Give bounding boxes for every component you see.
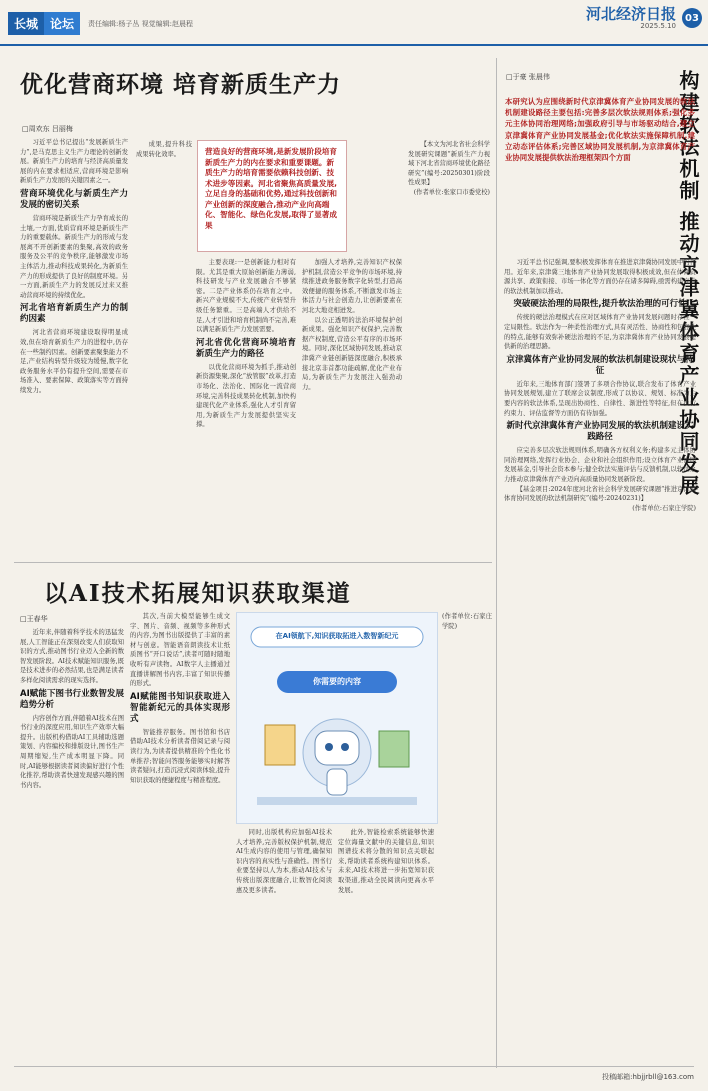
- article2-col1b-para: 内容创作方面,伴随着AI技术在图书行业的深度应用,知识生产效率大幅提升。出版机构借助AI工具辅助选题策划、内容编校和排版设计,图书生产周期缩短,生产成本明显下降。同时,AI能够根据读者阅读偏好进行个性化推荐,帮助读者快速发现感兴趣的图书内容。: [20, 714, 124, 789]
- article3-sub2: 京津冀体育产业协同发展的软法机制建设现状与特征: [506, 354, 694, 376]
- section-tag: 长城: [8, 12, 44, 35]
- article3-note: 【基金项目:2024年度河北省社会科学发展研究课题“推进京津冀体育协同发展的软法机制研究”(编号:20240231)】: [504, 485, 696, 503]
- article2-col4: [338, 828, 434, 1058]
- article1-col3-para: 加强人才培养,完善知识产权保护机制,营造公平竞争的市场环境,持续推进政务服务数字化转型,打造高效便捷的服务体系,不断激发市场主体活力与社会创造力,让创新要素在河北大地竞相迸发。: [302, 259, 402, 314]
- issue-date: 2025.5.10: [640, 22, 676, 30]
- article2-col2: [130, 612, 230, 1058]
- paper-name: 河北经济日报: [585, 5, 676, 23]
- column-divider: [496, 58, 497, 1068]
- article1-callout: [197, 140, 347, 252]
- article3-title: 构建软法机制 推动京津冀体育产业协同发展: [676, 70, 700, 497]
- footer-rule: [14, 1066, 694, 1067]
- ai-illustration-svg: [237, 613, 437, 823]
- article1-col2c-para: 以优化营商环境为抓手,推动创新资源集聚,深化“放管服”改革,打造市场化、法治化、国际化一流营商环境,完善科技成果转化机制,加快构建现代化产业体系,强化人才引育留用,为新质生产力发展提供坚实支撑。: [196, 363, 296, 429]
- article2-sub2: AI赋能图书知识获取进入智能新纪元的具体实现形式: [130, 691, 230, 724]
- editors-line: 责任编辑:杨子丛 视觉编辑:赵晨程: [88, 19, 193, 28]
- article1-col2-para: 成果,提升科技成果转化效率。: [136, 141, 192, 158]
- page-number: 03: [682, 8, 702, 28]
- article3-intro: 习近平总书记强调,要积极发挥体育在推进京津冀协同发展中的作用。近年来,京津冀三地体育产业协同发展取得积极成效,但在体育资源共享、政策衔接、市场一体化等方面仍存在诸多障碍,亟需构建完善的软法机制加以推动。: [504, 259, 696, 295]
- article1-sub1: 营商环境优化与新质生产力发展的密切关系: [20, 188, 128, 210]
- article3-byline: □于豪 张晨伟: [506, 73, 550, 81]
- article3-affiliation: (作者单位:石家庄学院): [632, 504, 696, 512]
- article2-col3-para: 同时,出版机构应加强AI技术人才培养,完善版权保护机制,规范AI生成内容的使用与管理,确保知识内容的真实性与准确性。图书行业要坚持以人为本,推动AI技术与传统出版深度融合,让数智化阅读惠及更多读者。: [236, 829, 332, 894]
- article1-col1-para: 习近平总书记提出“发展新质生产力”,是马克思主义生产力理论的创新发展。新质生产力的培育与经济高质量发展的内在要求相适应,营商环境是影响新质生产力发展的关键因素之一。: [20, 139, 128, 185]
- article3-sub1-text: 传统的硬法治理模式在应对区域体育产业协同发展问题时存在一定局限性。软法作为一种柔性治理方式,具有灵活性、协商性和包容性的特点,能够有效弥补硬法治理的不足,为京津冀体育产业协同发展提供新的治理思路。: [504, 314, 696, 351]
- article2-col5: [442, 612, 492, 1058]
- article1-col2-top: [136, 140, 192, 250]
- article2-col3: [236, 828, 332, 1058]
- footer-email: 投稿邮箱:hbjjrbll@163.com: [602, 1073, 694, 1081]
- article1-byline: □周欢东 吕丽梅: [22, 125, 73, 133]
- article2-col1-para: 近年来,伴随着科学技术的迅猛发展,人工智能正在深刻改变人们获取知识的方式,推动图书行业迈入全新的数智发展阶段。AI技术赋能知识服务,既是技术进步的必然结果,也是满足读者多样化阅读需求的现实选择。: [20, 629, 124, 684]
- article1-col4: [408, 140, 490, 560]
- article2-col4-para: 此外,智能检索系统能够快速定位海量文献中的关键信息,知识图谱技术将分散的知识点关联起来,帮助读者系统构建知识体系。未来,AI技术将进一步拓宽知识获取渠道,推动全民阅读向更高水平发展。: [338, 829, 434, 894]
- article2-col2-para: 其次,当前大模型能够生成文字、图片、音频、视频等多种形式的内容,为图书出版提供了丰富的素材与创意。智能语音朗读技术让纸质图书“开口说话”,读者可随时随地收听有声读物。AI数字人主播通过直播讲解图书内容,丰富了知识传播的形式。: [130, 613, 230, 688]
- article1-col2b-para: 主要表现:一是创新能力相对有限。尤其是重大原始创新能力薄弱,科技研发与产业发展融合不够紧密。二是产业体系仍在培育之中。新兴产业规模不大,传统产业转型升级任务繁重。三是高端人才供给不足,人才引进和培育机制尚不完善,难以满足新质生产力发展需要。: [196, 259, 296, 334]
- article1-col4-para: 以公正透明的法治环境保护创新成果。强化知识产权保护,完善数据产权制度,营造公平有序的市场环境。同时,深化区域协同发展,推动京津冀产业链创新链深度融合,积极承接北京非首都功能疏解,优化产业布局,为新质生产力发展注入强劲动力。: [302, 316, 402, 391]
- article3-sub1: 突破硬法治理的局限性,提升软法治理的可行性: [513, 299, 687, 310]
- article3-sub3: 新时代京津冀体育产业协同发展的软法机制建设实践路径: [506, 421, 694, 443]
- article2-sub1: AI赋能下图书行业数智发展趋势分析: [20, 688, 124, 710]
- article1-sub3: 河北省优化营商环境培育新质生产力的路径: [196, 337, 296, 359]
- article3-body: [504, 258, 696, 1058]
- article1-col1: [20, 138, 128, 558]
- article3-sub3-text: 应完善多层次软法规则体系,明确各方权利义务;构建多元主体协同治理网络,发挥行业协会、企业和社会组织作用;设立体育产业协同发展基金,引导社会资本参与;健全软法实施评估与反馈机制,以软法之力推动京津冀体育产业迈向高质量协同发展新阶段。: [504, 447, 696, 483]
- article1-affiliation: (作者单位:张家口市委党校): [413, 188, 490, 196]
- article2-col1: [20, 628, 124, 1058]
- article1-col2: [196, 258, 296, 558]
- header-left: [8, 12, 193, 35]
- article3-callout: [505, 96, 695, 256]
- column-tag: 论坛: [44, 12, 80, 35]
- article2-title: 以AI技术拓展知识获取渠道: [44, 580, 352, 607]
- illustration-bubble-mid: 你需要的内容: [313, 677, 361, 686]
- header-rule: [0, 44, 708, 46]
- article1-title: 优化营商环境 培育新质生产力: [20, 71, 342, 98]
- article1-sub2: 河北省培育新质生产力的制约因素: [20, 303, 128, 325]
- article2-affiliation: (作者单位:石家庄学院): [442, 613, 492, 630]
- article2-col2b-para: 智能推荐服务。图书馆和书店借助AI技术分析读者借阅记录与阅读行为,为读者提供精准的个性化书单推荐;智能问答服务能够实时解答读者疑问,打造沉浸式阅读体验,提升知识获取的便捷程度与精准程度。: [130, 728, 230, 784]
- illustration-bubble-top: 在AI领航下,知识获取拓进入数智新纪元: [275, 632, 399, 640]
- article1-col1b-para: 营商环境是新质生产力孕育成长的土壤,一方面,优质营商环境是新质生产力的重要载体。新质生产力的形成与发展离不开创新要素的集聚,高效的政务服务及公平的竞争秩序,能够激发市场主体活力,推动科技成果转化,为新质生产力的形成提供了良好的制度环境。另一方面,新质生产力的发展反过来又推动营商环境的持续优化。: [20, 214, 128, 299]
- article1-callout-text: 营造良好的营商环境,是新发展阶段培育新质生产力的内在要求和重要课题。新质生产力的培育需要依赖科技创新、技术进步等因素。河北省聚焦高质量发展,立足自身的基础和优势,通过科技创新和产业创新的深度融合,推动产业向高端化、智能化、绿色化发展,取得了显著成果: [205, 147, 337, 230]
- article-divider: [14, 562, 492, 563]
- article1-note: 【本文为河北省社会科学发展研究课题“新质生产力视域下河北省营商环境优化路径研究”(编号:20250301)阶段性成果】: [408, 141, 490, 187]
- article1-col1c-para: 河北省营商环境建设取得明显成效,但在培育新质生产力的进程中,仍存在一些制约因素。创新要素聚集能力不足,产业结构转型升级较为缓慢,数字化政务服务水平仍有提升空间,需要在市场准入、要素保障、政策落实等方面持续发力。: [20, 329, 128, 394]
- article3-callout-text: 本研究认为应围绕新时代京津冀体育产业协同发展的软法机制建设路径主要包括:完善多层次软法规则体系;强化多元主体协同治理网络;加强政府引导与市场驱动结合,建立京津冀体育产业协同发展基金;优化软法实施保障机制,建立动态评估体系;完善区域协同发展机制,为京津冀体育产业协同发展提供软法治理框架四个方面: [505, 97, 695, 163]
- ai-illustration: [236, 612, 438, 824]
- header-right: [586, 6, 702, 30]
- article2-byline: □王春华: [20, 615, 48, 623]
- article1-col3: [302, 258, 402, 558]
- article3-sub2-text: 近年来,三地体育部门签署了多项合作协议,联合发布了体育产业协同发展规划,建立了联席会议制度,形成了以协议、规划、标准为主要内容的软法体系,呈现出协商性、自律性、渐进性等特征,但在执行约束力、评估监督等方面仍有待加强。: [504, 380, 696, 417]
